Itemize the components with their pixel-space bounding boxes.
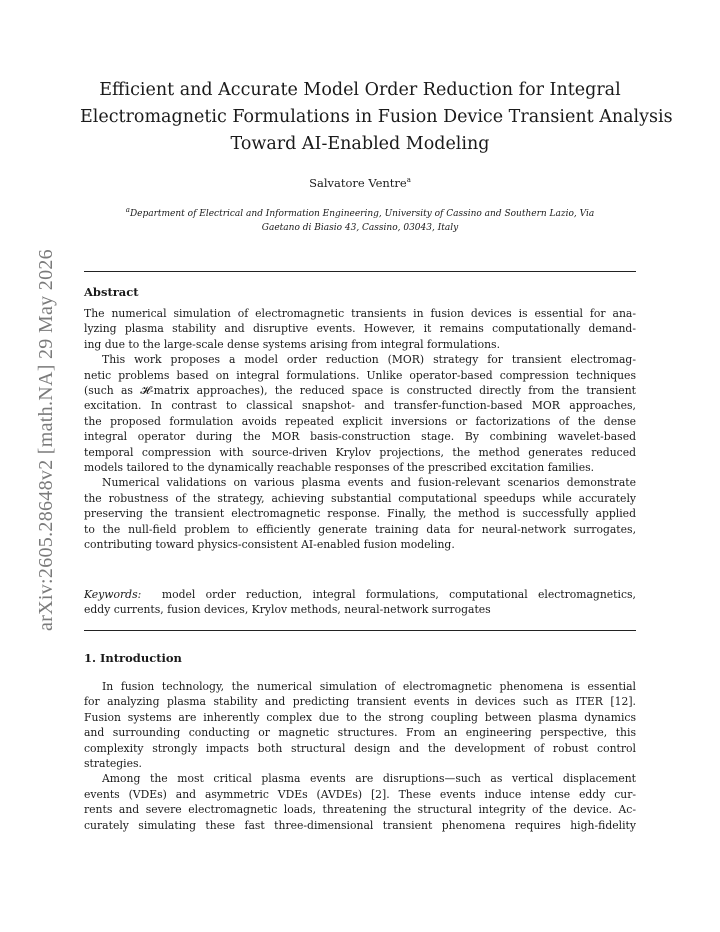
author-name: Salvatore Ventre — [309, 176, 407, 190]
affiliation-line: $^a$Department of Electrical and Information Engineering, University of Cassino and Southern Lazio, Via — [125, 206, 595, 219]
affiliation-line: Gaetano di Biasio 43, Cassino, 03043, Italy — [261, 223, 459, 233]
intro-line: for analyzing plasma stability and predicting transient events in devices such as ITER [12]. — [84, 695, 636, 709]
abstract-line: temporal compression with source-driven Krylov projections, the method generates reduced — [84, 445, 636, 459]
title-line: Toward AI-Enabled Modeling — [230, 134, 490, 154]
abstract-line: preserving the transient electromagnetic response. Finally, the method is successfully applied — [84, 507, 636, 521]
abstract-line: ing due to the large-scale dense systems arising from integral formulations. — [84, 337, 501, 351]
abstract-line: the proposed formulation avoids repeated explicit inversions or factorizations of the dense — [84, 414, 636, 428]
affiliation — [90, 203, 630, 235]
keywords-label: Keywords: — [84, 588, 142, 601]
abstract-line: to the null-field problem to efficiently generate training data for neural-network surrogates, — [84, 522, 636, 536]
section-heading-introduction: 1. Introduction — [84, 651, 182, 665]
keywords-line: eddy currents, fusion devices, Krylov methods, neural-network surrogates — [84, 603, 491, 617]
author — [80, 176, 640, 190]
intro-line: and surrounding conducting or magnetic structures. From an engineering perspective, this — [84, 726, 636, 740]
abstract-line: The numerical simulation of electromagnetic transients in fusion devices is essential for ana- — [84, 307, 636, 320]
paper-title — [80, 77, 673, 158]
intro-line: strategies. — [84, 757, 142, 771]
intro-line: rents and severe electromagnetic loads, threatening the structural integrity of the device. Ac- — [84, 803, 636, 817]
introduction-body — [84, 679, 636, 833]
abstract-heading: Abstract — [84, 285, 139, 299]
affiliation-mark: a — [125, 206, 130, 214]
abstract-line: lyzing plasma stability and disruptive events. However, it remains computationally demand- — [84, 322, 636, 336]
keywords-line: Keywords: model order reduction, integral formulations, computational electromagnetics, — [84, 588, 636, 601]
title-line: Efficient and Accurate Model Order Reduction for Integral — [99, 80, 621, 100]
abstract-line: models tailored to the dynamically reachable responses of the prescribed excitation families. — [84, 461, 595, 475]
bottom-rule — [84, 630, 636, 631]
intro-line: events (VDEs) and asymmetric VDEs (AVDEs) [2]. These events induce intense eddy cur- — [84, 787, 636, 801]
abstract-line: Numerical validations on various plasma events and fusion-relevant scenarios demonstrate — [102, 476, 636, 490]
abstract-line: netic problems based on integral formulations. Unlike operator-based compression techniques — [84, 368, 636, 382]
abstract-line: contributing toward physics-consistent AI-enabled fusion modeling. — [84, 538, 455, 552]
keywords — [84, 587, 636, 618]
intro-line: complexity strongly impacts both structural design and the development of robust control — [84, 741, 636, 755]
abstract-line: This work proposes a model order reduction (MOR) strategy for transient electromag- — [102, 353, 636, 367]
abstract-line: the robustness of the strategy, achieving substantial computational speedups while accurately — [84, 491, 636, 505]
intro-line: Fusion systems are inherently complex due to the strong coupling between plasma dynamics — [84, 710, 636, 724]
author-affiliation-mark: a — [406, 176, 411, 185]
abstract-line: (such as 𝓗-matrix approaches), the reduced space is constructed directly from the transient — [84, 384, 636, 398]
intro-line: In fusion technology, the numerical simulation of electromagnetic phenomena is essential — [102, 680, 636, 693]
abstract-line: integral operator during the MOR basis-construction stage. By combining wavelet-based — [84, 430, 636, 444]
intro-line: curately simulating these fast three-dimensional transient phenomena requires high-fidelity — [84, 818, 636, 832]
intro-line: Among the most critical plasma events are disruptions—such as vertical displacement — [102, 772, 636, 786]
title-line: Electromagnetic Formulations in Fusion Device Transient Analysis — [80, 107, 673, 127]
abstract-body — [84, 306, 636, 553]
abstract-line: excitation. In contrast to classical snapshot- and transfer-function-based MOR approaches, — [84, 399, 636, 413]
top-rule — [84, 271, 636, 272]
arxiv-identifier: arXiv:2605.28648v2 [math.NA] 29 May 2026 — [35, 249, 57, 631]
